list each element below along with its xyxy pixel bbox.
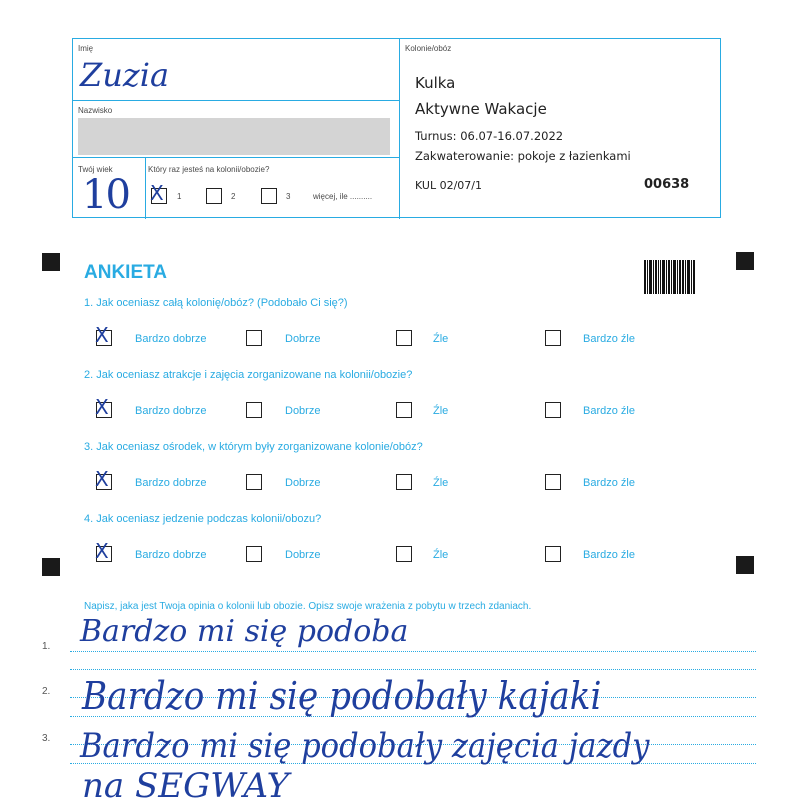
option-label: Źle [433, 477, 449, 489]
option-label: Bardzo źle [583, 405, 635, 417]
visit-count-label-3: 3 [286, 192, 291, 201]
wiek-value[interactable]: 10 [82, 172, 129, 218]
registration-mark [42, 253, 60, 271]
survey-title: ANKIETA [84, 262, 168, 283]
option-label: Dobrze [285, 333, 321, 345]
q2-option-bardzo-zle[interactable] [545, 402, 561, 418]
nazwisko-label: Nazwisko [78, 106, 113, 115]
q1-option-zle[interactable] [396, 330, 412, 346]
option-label: Bardzo źle [583, 549, 635, 561]
visit-count-label-1: 1 [177, 192, 182, 201]
q2-option-bardzo-dobrze[interactable]: X [96, 402, 112, 418]
imie-label: Imię [78, 44, 94, 53]
option-label: Bardzo źle [583, 333, 635, 345]
q2-option-zle[interactable] [396, 402, 412, 418]
option-label: Dobrze [285, 477, 321, 489]
answer-2[interactable]: Bardzo mi się podobały kajaki [82, 674, 602, 718]
line-number: 2. [42, 686, 51, 697]
ktory-raz-label: Który raz jesteś na kolonii/obozie? [148, 165, 270, 174]
q3-option-zle[interactable] [396, 474, 412, 490]
answer-line [70, 651, 756, 652]
form-number: 00638 [644, 177, 690, 192]
question-text: 1. Jak oceniasz całą kolonię/obóz? (Podobało Ci się?) [84, 297, 348, 309]
q3-option-bardzo-zle[interactable] [545, 474, 561, 490]
visit-count-label-2: 2 [231, 192, 236, 201]
q3-option-bardzo-dobrze[interactable]: X [96, 474, 112, 490]
kolonie-label: Kolonie/obóz [405, 44, 452, 53]
visit-count-checkbox-2[interactable] [206, 188, 222, 204]
line-number: 1. [42, 641, 51, 652]
q4-option-bardzo-dobrze[interactable]: X [96, 546, 112, 562]
zakwaterowanie: Zakwaterowanie: pokoje z łazienkami [415, 149, 631, 163]
visit-count-checkbox-1[interactable]: X [151, 188, 167, 204]
registration-mark [736, 252, 754, 270]
option-label: Dobrze [285, 405, 321, 417]
option-label: Bardzo dobrze [135, 549, 207, 561]
q4-option-dobrze[interactable] [246, 546, 262, 562]
q1-option-bardzo-dobrze[interactable]: X [96, 330, 112, 346]
option-label: Źle [433, 405, 449, 417]
opinion-prompt: Napisz, jaka jest Twoja opinia o kolonii lub obozie. Opisz swoje wrażenia z pobytu w trzech zdaniach. [84, 601, 532, 612]
line-number: 3. [42, 733, 51, 744]
q4-option-bardzo-zle[interactable] [545, 546, 561, 562]
nazwisko-redaction [78, 118, 390, 155]
question-text: 2. Jak oceniasz atrakcje i zajęcia zorganizowane na kolonii/obozie? [84, 369, 413, 381]
question-text: 3. Jak oceniasz ośrodek, w którym były zorganizowane kolonie/obóz? [84, 441, 423, 453]
q1-option-bardzo-zle[interactable] [545, 330, 561, 346]
option-label: Bardzo źle [583, 477, 635, 489]
wiecej-label: więcej, ile .......... [313, 192, 373, 201]
answer-3[interactable]: Bardzo mi się podobały zajęcia jazdy [80, 726, 650, 766]
q2-option-dobrze[interactable] [246, 402, 262, 418]
option-label: Źle [433, 549, 449, 561]
q3-option-dobrze[interactable] [246, 474, 262, 490]
question-text: 4. Jak oceniasz jedzenie podczas kolonii/obozu? [84, 513, 322, 525]
camp-code: KUL 02/07/1 [415, 179, 482, 192]
wiek-label: Twój wiek [78, 165, 113, 174]
imie-value[interactable]: Zuzia [80, 56, 170, 94]
barcode [644, 260, 698, 294]
registration-mark [736, 556, 754, 574]
option-label: Bardzo dobrze [135, 477, 207, 489]
visit-count-checkbox-3[interactable] [261, 188, 277, 204]
option-label: Źle [433, 333, 449, 345]
camp-program: Aktywne Wakacje [415, 100, 547, 118]
turnus: Turnus: 06.07-16.07.2022 [415, 129, 564, 143]
q1-option-dobrze[interactable] [246, 330, 262, 346]
option-label: Bardzo dobrze [135, 333, 207, 345]
q4-option-zle[interactable] [396, 546, 412, 562]
answer-4[interactable]: na SEGWAY [82, 766, 290, 806]
answer-line [70, 669, 756, 670]
camp-name: Kulka [415, 74, 456, 92]
answer-1[interactable]: Bardzo mi się podoba [80, 614, 409, 649]
option-label: Dobrze [285, 549, 321, 561]
registration-mark [42, 558, 60, 576]
option-label: Bardzo dobrze [135, 405, 207, 417]
